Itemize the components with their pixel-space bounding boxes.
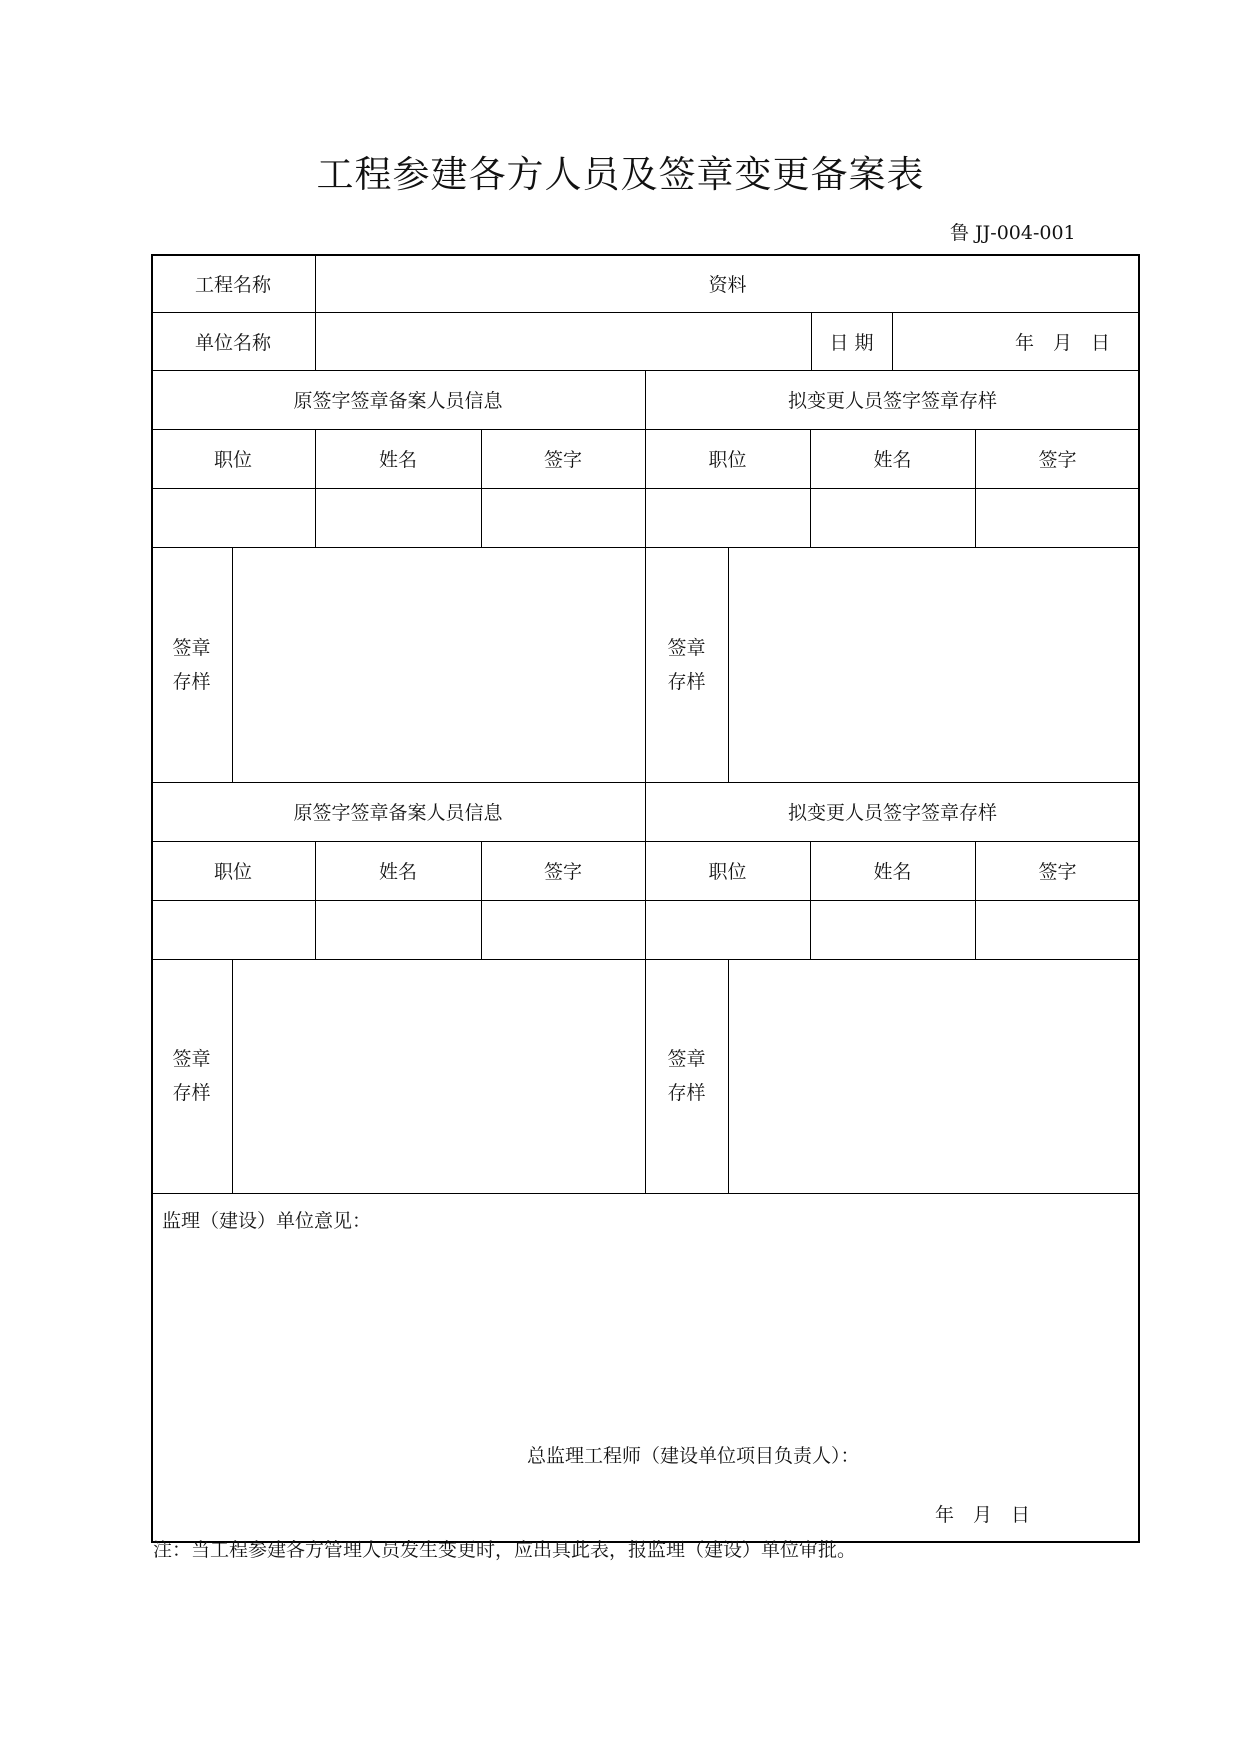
signature-field[interactable] <box>975 488 1140 547</box>
project-name-label: 工程名称 <box>194 273 271 296</box>
proposed-sample-header: 拟变更人员签字签章存样 <box>787 802 997 824</box>
name-field[interactable] <box>810 900 975 959</box>
position-field[interactable] <box>645 488 810 547</box>
seal-sample-area[interactable] <box>232 959 645 1193</box>
seal-label-line2: 存样 <box>172 1082 211 1104</box>
supervision-opinion-label: 监理（建设）单位意见： <box>162 1210 372 1232</box>
col-name: 姓名 <box>378 861 417 883</box>
proposed-sample-header: 拟变更人员签字签章存样 <box>787 390 997 412</box>
position-field[interactable] <box>151 900 315 959</box>
col-name: 姓名 <box>873 449 912 471</box>
signature-field[interactable] <box>481 488 645 547</box>
form-title: 工程参建各方人员及签章变更备案表 <box>316 153 925 196</box>
position-field[interactable] <box>151 488 315 547</box>
name-field[interactable] <box>810 488 975 547</box>
name-field[interactable] <box>315 488 481 547</box>
col-position: 职位 <box>708 861 747 883</box>
rule <box>151 1193 1140 1194</box>
position-field[interactable] <box>645 900 810 959</box>
col-signature: 签字 <box>1038 861 1077 883</box>
seal-sample-area[interactable] <box>728 959 1140 1193</box>
original-info-header: 原签字签章备案人员信息 <box>293 390 503 412</box>
unit-name-field[interactable] <box>315 312 811 370</box>
signature-field[interactable] <box>481 900 645 959</box>
unit-name-label: 单位名称 <box>194 331 271 354</box>
seal-label-line1: 签章 <box>667 1048 706 1070</box>
col-signature: 签字 <box>1038 449 1077 471</box>
col-signature: 签字 <box>543 449 582 471</box>
date-label: 日 期 <box>829 331 874 354</box>
seal-sample-area[interactable] <box>728 547 1140 782</box>
seal-label-line2: 存样 <box>172 670 211 693</box>
seal-sample-label <box>645 547 728 782</box>
form-code: 鲁 JJ-004-001 <box>950 222 1076 244</box>
seal-label-line2: 存样 <box>667 670 706 693</box>
name-field[interactable] <box>315 900 481 959</box>
signature-field[interactable] <box>975 900 1140 959</box>
seal-sample-label <box>151 547 232 782</box>
seal-sample-label <box>151 959 232 1193</box>
footnote: 注：当工程参建各方管理人员发生变更时，应出具此表，报监理（建设）单位审批。 <box>153 1539 857 1561</box>
col-name: 姓名 <box>378 449 417 471</box>
original-info-header: 原签字签章备案人员信息 <box>293 802 503 824</box>
seal-label-line1: 签章 <box>172 1048 211 1070</box>
col-name: 姓名 <box>873 861 912 883</box>
seal-sample-area[interactable] <box>232 547 645 782</box>
chief-engineer-signature-label: 总监理工程师（建设单位项目负责人）： <box>527 1445 860 1467</box>
seal-sample-label <box>645 959 728 1193</box>
seal-label-line2: 存样 <box>667 1082 706 1104</box>
col-position: 职位 <box>213 449 252 471</box>
seal-label-line1: 签章 <box>172 636 211 659</box>
opinion-date[interactable]: 年 月 日 <box>935 1504 1031 1526</box>
col-position: 职位 <box>213 861 252 883</box>
col-position: 职位 <box>708 449 747 471</box>
seal-label-line1: 签章 <box>667 636 706 659</box>
date-field[interactable]: 年 月 日 <box>1014 331 1110 354</box>
project-name-value[interactable]: 资料 <box>708 273 747 296</box>
col-signature: 签字 <box>543 861 582 883</box>
